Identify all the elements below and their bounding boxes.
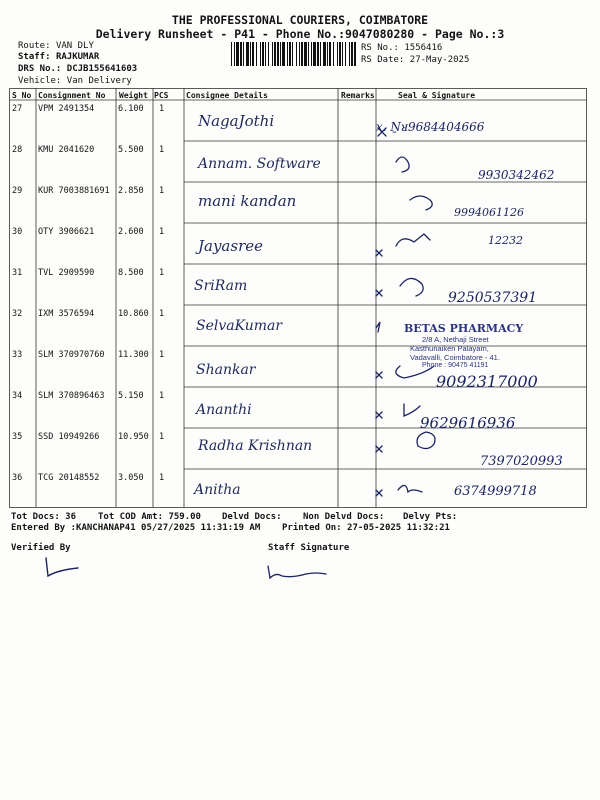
barcode-bar bbox=[349, 42, 350, 66]
pharmacy-stamp bbox=[400, 322, 530, 378]
rs-no-label: RS No.: bbox=[361, 43, 399, 53]
document-subtitle: Delivery Runsheet - P41 - Phone No.:9047080280 - Page No.:3 bbox=[95, 27, 505, 41]
row-pcs: 1 bbox=[159, 227, 165, 237]
printed-on: Printed On: 27-05-2025 11:32:21 bbox=[282, 523, 450, 533]
col-seal: Seal & Signature bbox=[398, 91, 476, 100]
barcode-bar bbox=[301, 42, 303, 66]
row-pcs: 1 bbox=[159, 350, 165, 360]
row-pcs: 1 bbox=[159, 391, 165, 401]
barcode-bar bbox=[351, 42, 353, 66]
barcode-bar bbox=[342, 42, 343, 66]
staff-line bbox=[18, 52, 99, 62]
row-sno: 29 bbox=[12, 186, 23, 196]
barcode-bar bbox=[260, 42, 261, 66]
verified-by-label: Verified By bbox=[11, 543, 71, 553]
barcode-bar bbox=[256, 42, 257, 66]
row-sno: 36 bbox=[12, 473, 23, 483]
staff-label: Staff: bbox=[18, 52, 51, 62]
row-weight: 8.500 bbox=[118, 268, 144, 278]
row-pcs: 1 bbox=[159, 104, 165, 114]
barcode bbox=[231, 42, 356, 66]
barcode-bar bbox=[333, 42, 334, 66]
route-line bbox=[18, 41, 94, 51]
row-weight: 11.300 bbox=[118, 350, 149, 360]
document-title: THE PROFESSIONAL COURIERS, COIMBATORE bbox=[171, 13, 429, 27]
drs-line bbox=[18, 64, 137, 74]
row-weight: 10.950 bbox=[118, 432, 149, 442]
row-consignee-handwritten: Shankar bbox=[196, 362, 256, 378]
row-weight: 3.050 bbox=[118, 473, 144, 483]
row-weight: 2.850 bbox=[118, 186, 144, 196]
staff-signature-label: Staff Signature bbox=[268, 543, 350, 553]
barcode-bar bbox=[337, 42, 338, 66]
route-label: Route: bbox=[18, 41, 51, 51]
row-consignment: VPM 2491354 bbox=[38, 104, 95, 114]
verified-signature bbox=[40, 552, 120, 582]
row-pcs: 1 bbox=[159, 309, 165, 319]
row-consignee-handwritten: SriRam bbox=[194, 278, 248, 294]
barcode-bar bbox=[289, 42, 291, 66]
stamp-line1: 2/8 A, Nethaji Street bbox=[422, 335, 489, 344]
row-consignee-handwritten: mani kandan bbox=[198, 192, 297, 210]
delivered-docs: Delvd Docs: bbox=[222, 512, 282, 522]
row-weight: 5.150 bbox=[118, 391, 144, 401]
rs-no-line bbox=[361, 43, 442, 53]
row-pcs: 1 bbox=[159, 432, 165, 442]
row-pcs: 1 bbox=[159, 145, 165, 155]
barcode-bar bbox=[317, 42, 319, 66]
route-value: VAN DLY bbox=[55, 41, 94, 51]
row-consignment: OTY 3906621 bbox=[38, 227, 95, 237]
row-consignee-handwritten: NagaJothi bbox=[198, 112, 275, 130]
row-seal-signature: 6374999718 bbox=[454, 484, 537, 499]
barcode-bar bbox=[252, 42, 254, 66]
barcode-bar bbox=[282, 42, 285, 66]
row-consignee-handwritten: SelvaKumar bbox=[196, 318, 283, 334]
row-sno: 30 bbox=[12, 227, 23, 237]
barcode-bar bbox=[311, 42, 312, 66]
barcode-bar bbox=[240, 42, 242, 66]
barcode-bar bbox=[231, 42, 232, 66]
barcode-bar bbox=[354, 42, 356, 66]
barcode-bar bbox=[296, 42, 297, 66]
barcode-bar bbox=[339, 42, 341, 66]
staff-value: RAJKUMAR bbox=[55, 52, 100, 62]
row-consignment: SLM 370970760 bbox=[38, 350, 105, 360]
barcode-bar bbox=[265, 42, 266, 66]
barcode-bar bbox=[268, 42, 269, 66]
col-sno: S No bbox=[12, 91, 32, 100]
barcode-bar bbox=[250, 42, 251, 66]
drs-value: DCJB155641603 bbox=[66, 64, 138, 74]
row-consignment: TVL 2909590 bbox=[38, 268, 95, 278]
total-cod-amount: Tot COD Amt: 759.00 bbox=[98, 512, 201, 522]
row-consignment: TCG 20148552 bbox=[38, 473, 100, 483]
signature-scribbles bbox=[370, 100, 580, 500]
drs-label: DRS No.: bbox=[18, 64, 62, 74]
stamp-line3: Vadavalli, Coimbatore - 41. bbox=[410, 353, 500, 362]
row-weight: 6.100 bbox=[118, 104, 144, 114]
row-consignee-handwritten: Ananthi bbox=[196, 402, 252, 418]
rs-date-line bbox=[361, 55, 469, 65]
barcode-bar bbox=[308, 42, 309, 66]
row-seal-signature: 9930342462 bbox=[478, 168, 555, 182]
row-sno: 27 bbox=[12, 104, 23, 114]
row-consignment: IXM 3576594 bbox=[38, 309, 95, 319]
barcode-bar bbox=[323, 42, 326, 66]
row-seal-signature: 9629616936 bbox=[420, 414, 516, 432]
row-consignee-handwritten: Annam. Software bbox=[198, 156, 321, 172]
barcode-bar bbox=[287, 42, 288, 66]
row-pcs: 1 bbox=[159, 473, 165, 483]
row-weight: 5.500 bbox=[118, 145, 144, 155]
row-consignee-handwritten: Anitha bbox=[194, 482, 241, 498]
rs-no-value: 1556416 bbox=[404, 43, 443, 53]
row-consignee-handwritten: Radha Krishnan bbox=[198, 438, 313, 454]
row-sno: 34 bbox=[12, 391, 23, 401]
barcode-bar bbox=[243, 42, 244, 66]
row-seal-signature: 7397020993 bbox=[480, 454, 563, 469]
barcode-bar bbox=[236, 42, 239, 66]
row-weight: 2.600 bbox=[118, 227, 144, 237]
barcode-bar bbox=[313, 42, 316, 66]
row-sno: 32 bbox=[12, 309, 23, 319]
barcode-bar bbox=[320, 42, 321, 66]
barcode-bar bbox=[272, 42, 273, 66]
barcode-bar bbox=[345, 42, 346, 66]
barcode-bar bbox=[329, 42, 331, 66]
row-pcs: 1 bbox=[159, 268, 165, 278]
rs-date-label: RS Date: bbox=[361, 55, 405, 65]
total-docs: Tot Docs: 36 bbox=[11, 512, 77, 522]
barcode-bar bbox=[277, 42, 279, 66]
barcode-bar bbox=[274, 42, 276, 66]
barcode-bar bbox=[299, 42, 300, 66]
vehicle-label: Vehicle: bbox=[18, 76, 62, 86]
entered-by: Entered By :KANCHANAP41 05/27/2025 11:31:19 AM bbox=[11, 523, 261, 533]
barcode-bar bbox=[292, 42, 293, 66]
delivery-points: Delvy Pts: bbox=[403, 512, 458, 522]
stamp-line2: Kasthuriaiken Palayam, bbox=[410, 344, 489, 353]
rs-date-value: 27-May-2025 bbox=[409, 55, 470, 65]
row-sno: 35 bbox=[12, 432, 23, 442]
stamp-line4: Phone : 90475 41191 bbox=[422, 362, 489, 369]
row-pcs: 1 bbox=[159, 186, 165, 196]
row-seal-signature: 9250537391 bbox=[448, 290, 538, 306]
row-sno: 28 bbox=[12, 145, 23, 155]
row-consignee-handwritten: Jayasree bbox=[198, 237, 263, 255]
barcode-bar bbox=[327, 42, 328, 66]
staff-signature bbox=[262, 558, 342, 588]
barcode-bar bbox=[234, 42, 235, 66]
row-seal-signature: 12232 bbox=[488, 234, 523, 247]
vehicle-value: Van Delivery bbox=[66, 76, 132, 86]
stamp-name: BETAS PHARMACY bbox=[404, 322, 524, 335]
col-weight: Weight bbox=[119, 91, 148, 100]
row-sno: 31 bbox=[12, 268, 23, 278]
col-pcs: PCS bbox=[154, 91, 169, 100]
barcode-bar bbox=[304, 42, 307, 66]
col-consignee: Consignee Details bbox=[186, 91, 268, 100]
row-consignment: KUR 7003881691 bbox=[38, 186, 110, 196]
row-consignment: SLM 370896463 bbox=[38, 391, 105, 401]
non-delivered-docs: Non Delvd Docs: bbox=[303, 512, 385, 522]
row-weight: 10.860 bbox=[118, 309, 149, 319]
col-remarks: Remarks bbox=[341, 91, 375, 100]
vehicle-line bbox=[18, 76, 132, 86]
row-seal-signature: 9994061126 bbox=[454, 206, 524, 219]
row-sno: 33 bbox=[12, 350, 23, 360]
barcode-bar bbox=[262, 42, 264, 66]
barcode-bar bbox=[246, 42, 249, 66]
row-consignment: KMU 2041620 bbox=[38, 145, 95, 155]
row-seal-signature: x. Ṉᴚ9684404666 bbox=[376, 120, 485, 134]
row-consignment: SSD 10949266 bbox=[38, 432, 100, 442]
col-consignment: Consignment No bbox=[38, 91, 106, 100]
row-seal-signature: 9092317000 bbox=[436, 372, 538, 391]
barcode-bar bbox=[280, 42, 281, 66]
